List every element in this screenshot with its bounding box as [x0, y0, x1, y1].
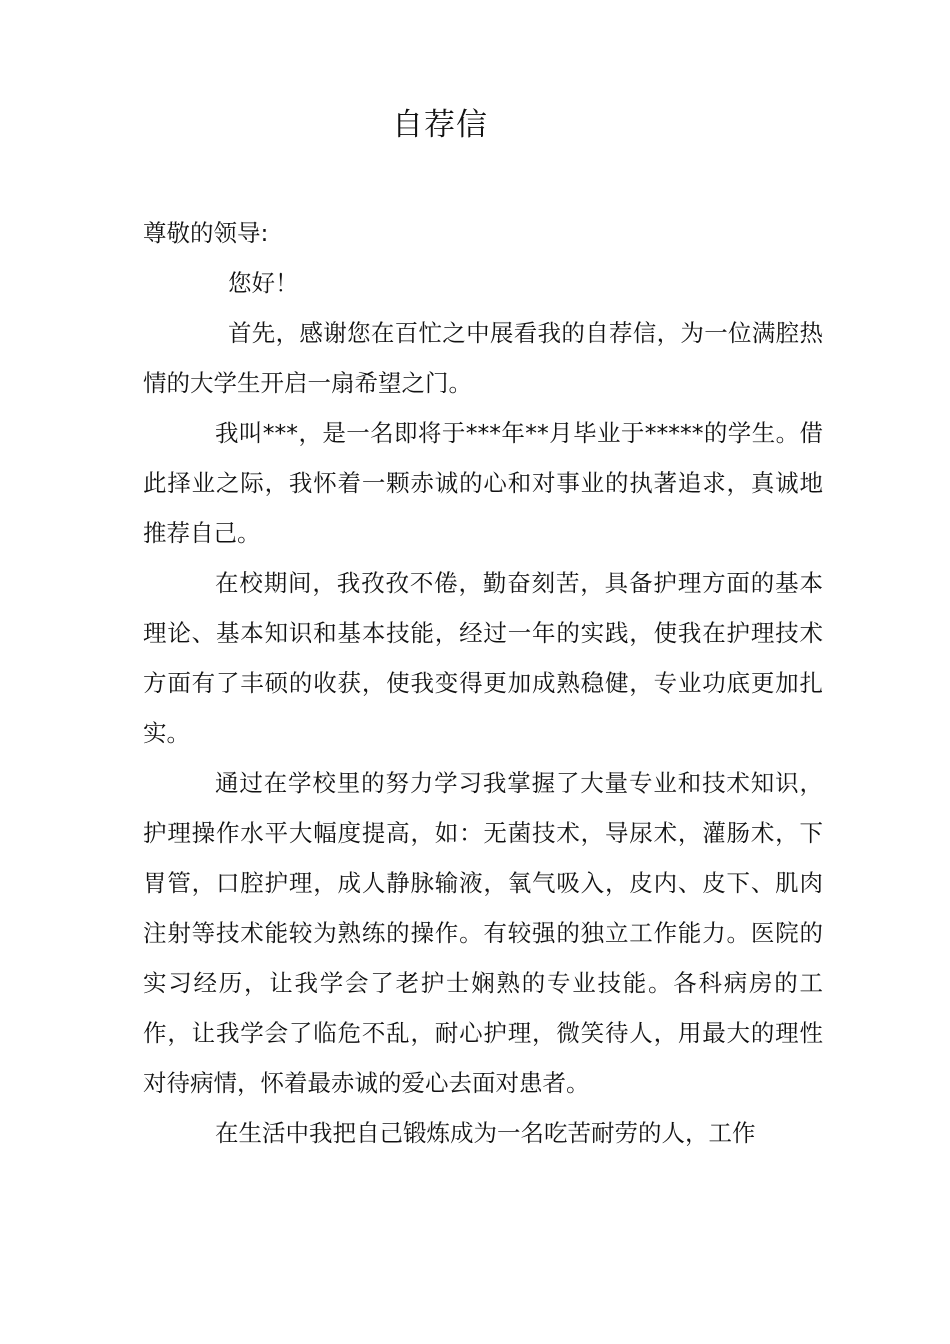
paragraph-thanks: 首先，感谢您在百忙之中展看我的自荐信，为一位满腔热情的大学生开启一扇希望之门。 [143, 319, 823, 397]
paragraph-introduction: 我叫***，是一名即将于***年**月毕业于*****的学生。借此择业之际，我怀着一颗赤诚的心和对事业的执著追求，真诚地推荐自己。 [143, 419, 823, 547]
paragraph-skills: 通过在学校里的努力学习我掌握了大量专业和技术知识，护理操作水平大幅度提高，如：无菌技术，导尿术，灌肠术，下胃管，口腔护理，成人静脉输液，氧气吸入，皮内、皮下、肌肉注射等技术能较为熟练的操作。有较强的独立工作能力。医院的实习经历，让我学会了老护士娴熟的专业技能。各科病房的工作，让我学会了临危不乱，耐心护理，微笑待人，用最大的理性对待病情，怀着最赤诚的爱心去面对患者。 [143, 769, 823, 1097]
greeting: 您好！ [228, 269, 299, 297]
document-title: 自荐信 [392, 107, 488, 143]
letter-body [143, 208, 823, 1158]
salutation: 尊敬的领导: [143, 219, 269, 247]
paragraph-school-period: 在校期间，我孜孜不倦，勤奋刻苦，具备护理方面的基本理论、基本知识和基本技能，经过一年的实践，使我在护理技术方面有了丰硕的收获，使我变得更加成熟稳健，专业功底更加扎实。 [143, 569, 823, 747]
paragraph-life: 在生活中我把自己锻炼成为一名吃苦耐劳的人，工作 [215, 1119, 756, 1147]
